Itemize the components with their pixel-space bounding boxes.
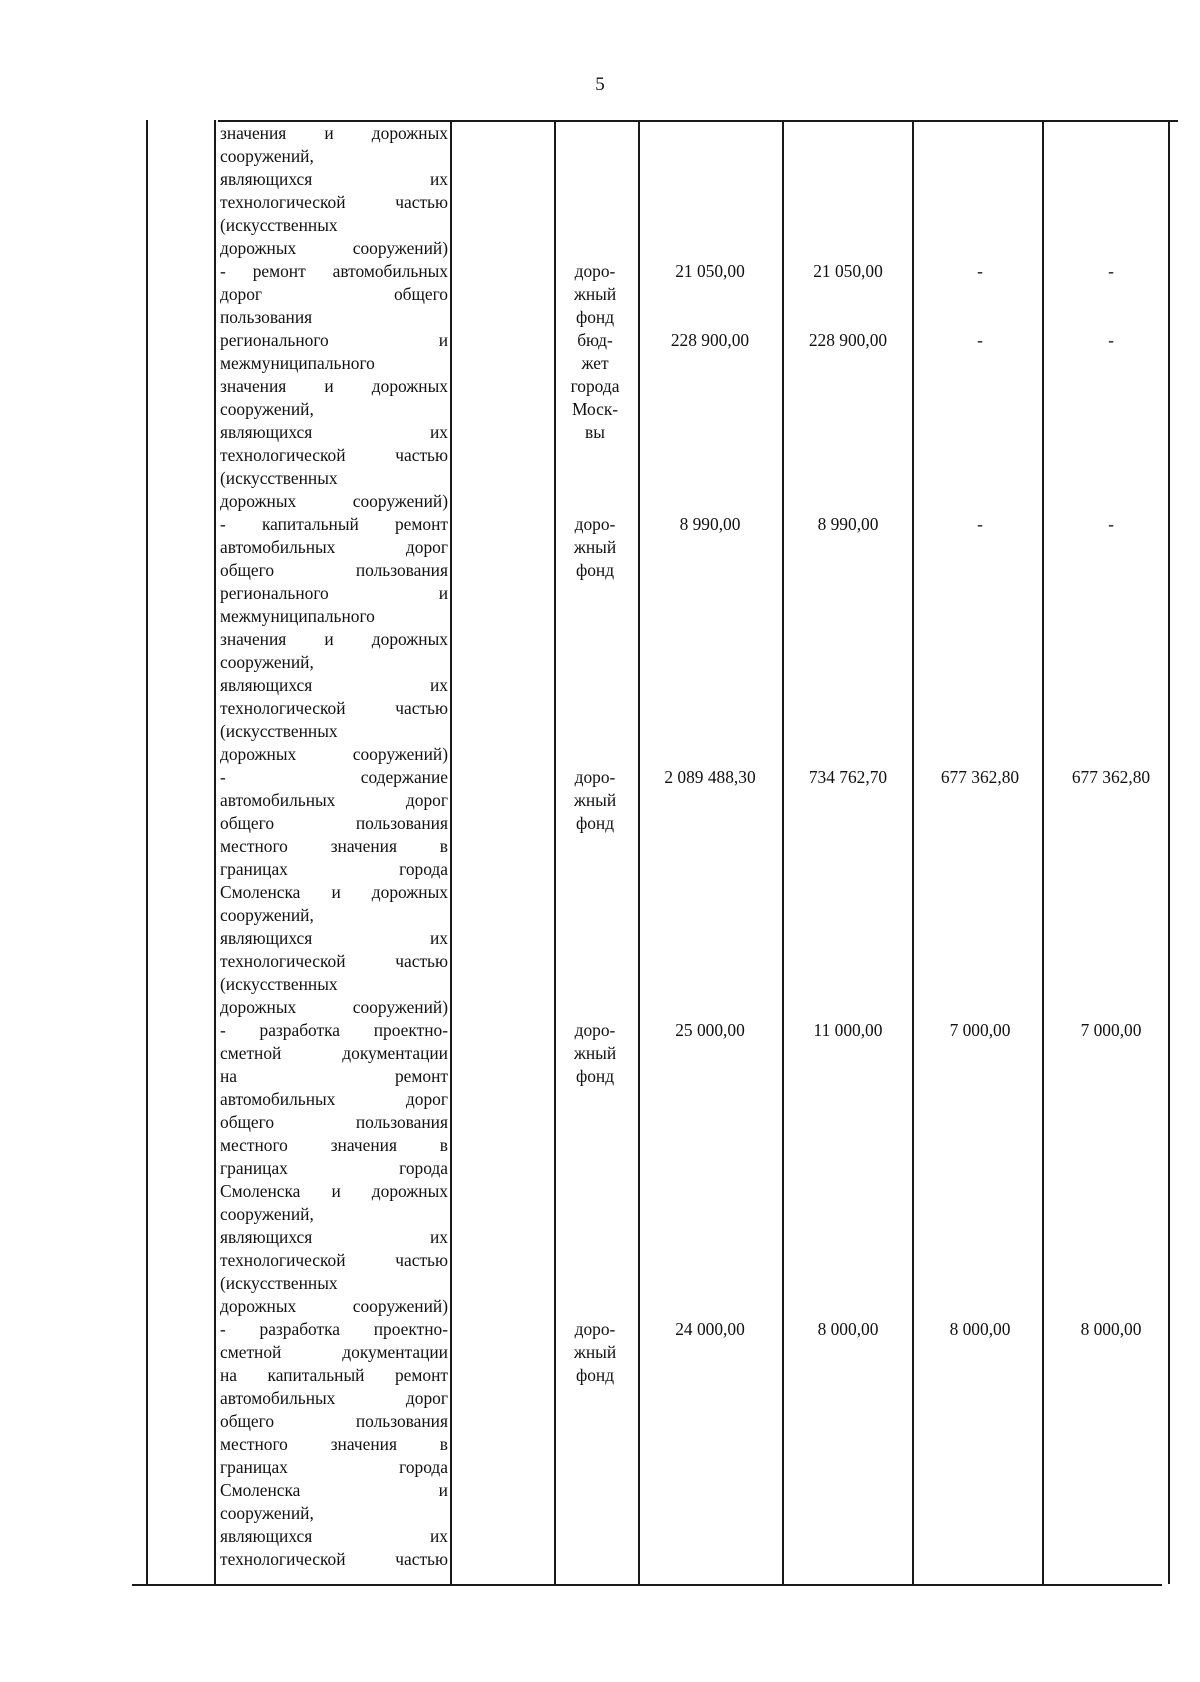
description-line: технологической частью xyxy=(220,698,448,718)
description-line: Смоленска и дорожных xyxy=(220,882,448,902)
funding-source xyxy=(555,1318,635,1387)
funding-source-line: жный xyxy=(573,1043,617,1063)
funding-source-line: жный xyxy=(573,284,617,304)
col-divider-1 xyxy=(214,120,216,1584)
funding-source xyxy=(555,329,635,444)
row-description xyxy=(220,260,448,329)
description-line: автомобильных дорог xyxy=(220,1089,448,1109)
funding-source-line: жет xyxy=(581,353,609,373)
funding-source-line: города xyxy=(570,376,620,396)
funding-source-line: жный xyxy=(573,1342,617,1362)
amount-year-1: 8 990,00 xyxy=(817,514,879,534)
description-line: сооружений, xyxy=(220,905,314,925)
amount-year-1: 8 000,00 xyxy=(817,1319,879,1339)
col-divider-6 xyxy=(912,120,914,1584)
amount-year-1: 734 762,70 xyxy=(808,767,888,787)
amount-total: 24 000,00 xyxy=(675,1319,745,1339)
description-line: общего пользования xyxy=(220,813,448,833)
amount-year-2: 677 362,80 xyxy=(940,767,1020,787)
description-line: дорожных сооружений) xyxy=(220,491,448,511)
funding-source-line: доро- xyxy=(574,1020,616,1040)
amount-year-2: 7 000,00 xyxy=(949,1020,1011,1040)
amount-year-3: - xyxy=(1108,330,1114,350)
col-divider-2 xyxy=(450,120,452,1584)
description-line: значения и дорожных xyxy=(220,123,448,143)
amount-total: 25 000,00 xyxy=(675,1020,745,1040)
description-line: являющихся их xyxy=(220,422,448,442)
description-line: (искусственных xyxy=(220,468,338,488)
description-line: автомобильных дорог xyxy=(220,1388,448,1408)
description-line: дорожных сооружений) xyxy=(220,744,448,764)
description-line: - содержание xyxy=(220,767,448,787)
row-description xyxy=(220,513,448,766)
funding-source-line: фонд xyxy=(575,307,615,327)
funding-source-line: жный xyxy=(573,537,617,557)
funding-source xyxy=(555,1019,635,1088)
amount-total: 228 900,00 xyxy=(670,330,750,350)
description-line: Смоленска и xyxy=(220,1480,448,1500)
description-line: сооружений, xyxy=(220,146,314,166)
row-description xyxy=(220,122,448,260)
description-line: значения и дорожных xyxy=(220,376,448,396)
funding-source xyxy=(555,513,635,582)
description-line: технологической частью xyxy=(220,445,448,465)
funding-source-line: жный xyxy=(573,790,617,810)
description-line: являющихся их xyxy=(220,1526,448,1546)
description-line: сооружений, xyxy=(220,1204,314,1224)
funding-source-line: фонд xyxy=(575,813,615,833)
description-line: на капитальный ремонт xyxy=(220,1365,448,1385)
description-line: на ремонт xyxy=(220,1066,448,1086)
description-line: - разработка проектно- xyxy=(220,1020,448,1040)
description-line: технологической частью xyxy=(220,1549,448,1569)
amount-year-2: - xyxy=(977,514,983,534)
description-line: сооружений, xyxy=(220,1503,314,1523)
row-description xyxy=(220,1318,448,1571)
amount-year-1: 11 000,00 xyxy=(813,1020,883,1040)
description-line: регионального и xyxy=(220,330,448,350)
description-line: технологической частью xyxy=(220,1250,448,1270)
description-line: являющихся их xyxy=(220,169,448,189)
description-line: технологической частью xyxy=(220,951,448,971)
funding-source-line: Моск- xyxy=(571,399,619,419)
description-line: являющихся их xyxy=(220,675,448,695)
col-divider-0 xyxy=(146,120,148,1584)
amount-year-3: 677 362,80 xyxy=(1071,767,1151,787)
description-line: сооружений, xyxy=(220,399,314,419)
amount-year-3: 8 000,00 xyxy=(1080,1319,1142,1339)
page-number: 5 xyxy=(595,74,605,95)
description-line: значения и дорожных xyxy=(220,629,448,649)
description-line: общего пользования xyxy=(220,1112,448,1132)
funding-source-line: бюд- xyxy=(577,330,613,350)
amount-total: 2 089 488,30 xyxy=(664,767,756,787)
description-line: границах города xyxy=(220,859,448,879)
amount-total: 8 990,00 xyxy=(679,514,741,534)
amount-year-2: - xyxy=(977,261,983,281)
funding-source-line: фонд xyxy=(575,1365,615,1385)
description-line: дорожных сооружений) xyxy=(220,997,448,1017)
amount-year-3: - xyxy=(1108,514,1114,534)
row-description xyxy=(220,329,448,513)
description-line: - разработка проектно- xyxy=(220,1319,448,1339)
description-line: дорожных сооружений) xyxy=(220,1296,448,1316)
description-line: местного значения в xyxy=(220,836,448,856)
amount-year-1: 21 050,00 xyxy=(813,261,883,281)
table-bottom-border xyxy=(132,1584,1162,1586)
funding-source-line: доро- xyxy=(574,261,616,281)
funding-source-line: фонд xyxy=(575,1066,615,1086)
description-line: местного значения в xyxy=(220,1434,448,1454)
description-line: межмуниципального xyxy=(220,353,375,373)
amount-year-3: - xyxy=(1108,261,1114,281)
description-line: дорог общего xyxy=(220,284,448,304)
description-line: (искусственных xyxy=(220,215,338,235)
description-line: автомобильных дорог xyxy=(220,537,448,557)
funding-source-line: доро- xyxy=(574,767,616,787)
description-line: местного значения в xyxy=(220,1135,448,1155)
description-line: технологической частью xyxy=(220,192,448,212)
row-description xyxy=(220,1019,448,1318)
description-line: сметной документации xyxy=(220,1342,448,1362)
amount-year-3: 7 000,00 xyxy=(1080,1020,1142,1040)
description-line: регионального и xyxy=(220,583,448,603)
funding-source-line: фонд xyxy=(575,560,615,580)
description-line: (искусственных xyxy=(220,721,338,741)
description-line: дорожных сооружений) xyxy=(220,238,448,258)
description-line: общего пользования xyxy=(220,1411,448,1431)
description-line: сооружений, xyxy=(220,652,314,672)
amount-year-1: 228 900,00 xyxy=(808,330,888,350)
funding-source xyxy=(555,260,635,329)
description-line: - ремонт автомобильных xyxy=(220,261,448,281)
amount-total: 21 050,00 xyxy=(675,261,745,281)
amount-year-2: - xyxy=(977,330,983,350)
row-description xyxy=(220,766,448,1019)
description-line: границах города xyxy=(220,1457,448,1477)
description-line: сметной документации xyxy=(220,1043,448,1063)
description-line: межмуниципального xyxy=(220,606,375,626)
description-line: общего пользования xyxy=(220,560,448,580)
description-line: (искусственных xyxy=(220,974,338,994)
funding-source xyxy=(555,766,635,835)
amount-year-2: 8 000,00 xyxy=(949,1319,1011,1339)
description-line: - капитальный ремонт xyxy=(220,514,448,534)
description-line: (искусственных xyxy=(220,1273,338,1293)
description-line: являющихся их xyxy=(220,928,448,948)
funding-source-line: доро- xyxy=(574,514,616,534)
description-line: пользования xyxy=(220,307,313,327)
funding-source-line: доро- xyxy=(574,1319,616,1339)
description-line: автомобильных дорог xyxy=(220,790,448,810)
description-line: Смоленска и дорожных xyxy=(220,1181,448,1201)
funding-source-line: вы xyxy=(585,422,605,442)
description-line: границах города xyxy=(220,1158,448,1178)
description-line: являющихся их xyxy=(220,1227,448,1247)
